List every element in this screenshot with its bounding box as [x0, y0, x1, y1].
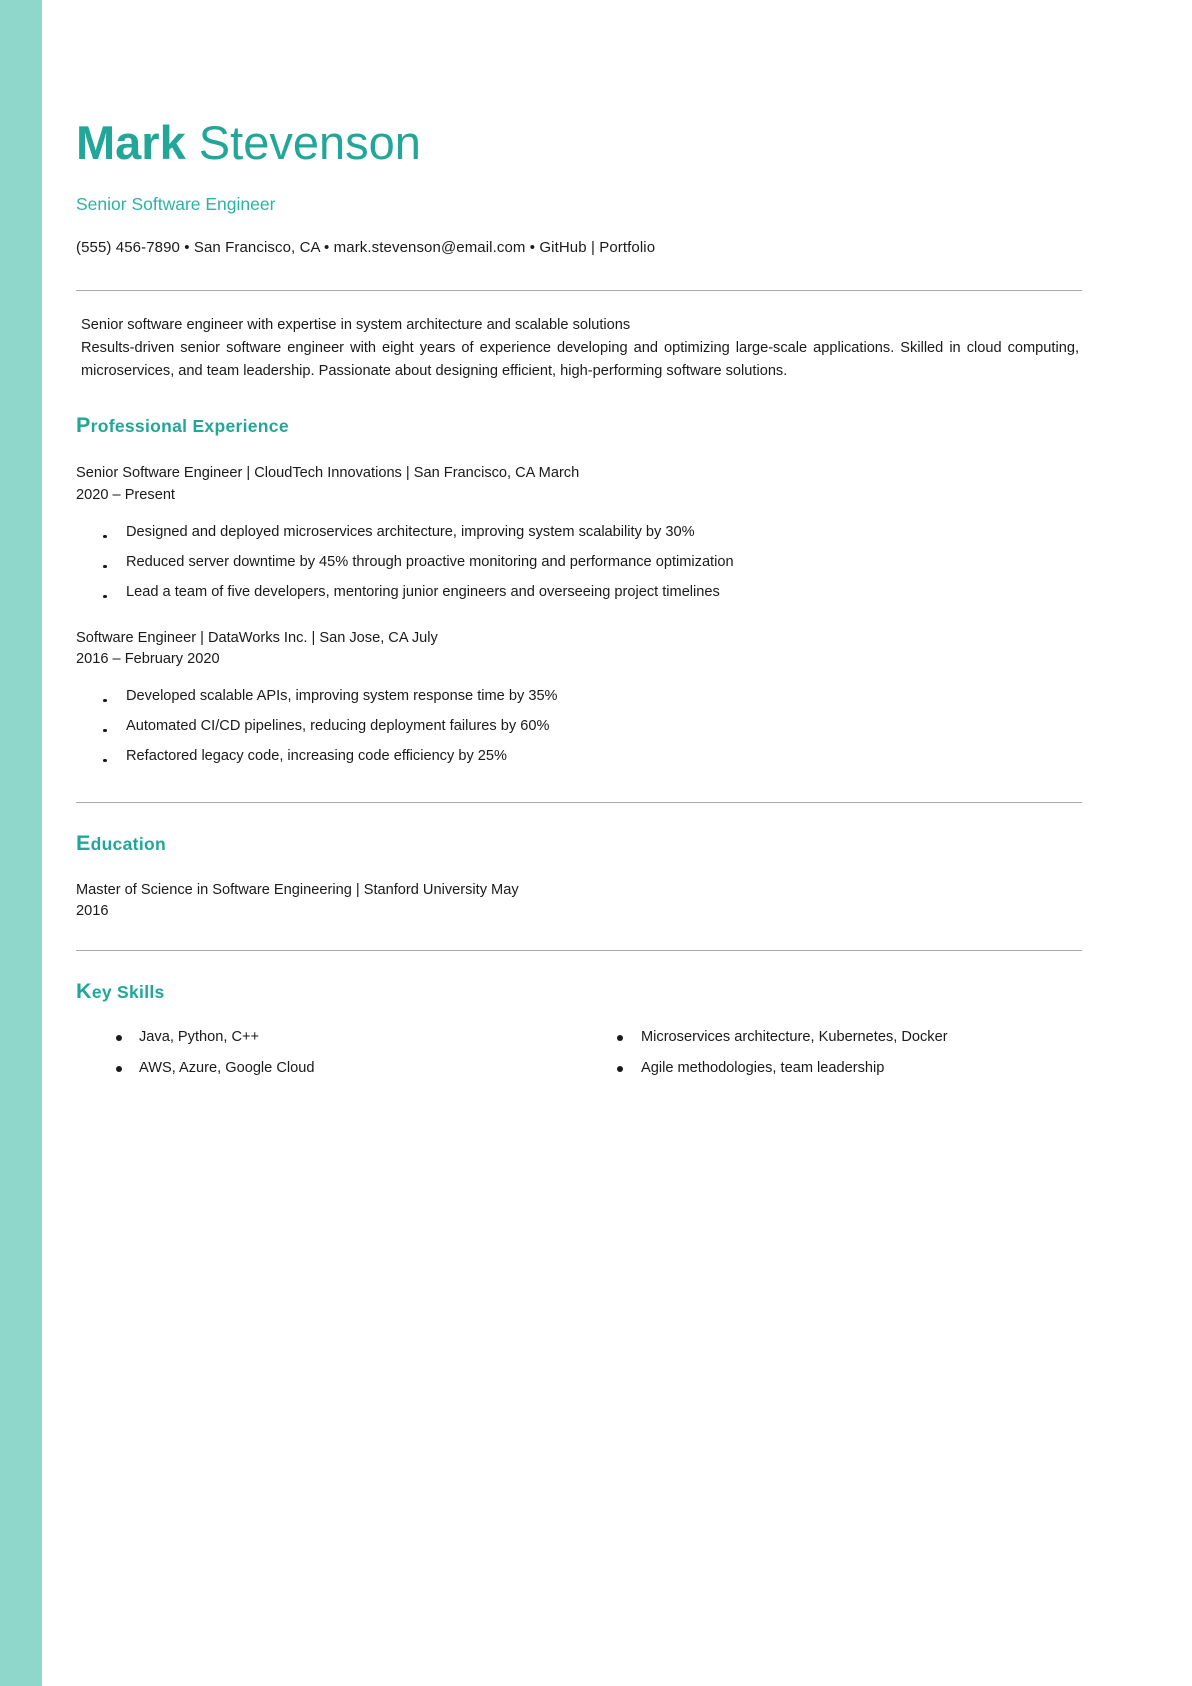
skill-item: Agile methodologies, team leadership [579, 1053, 1082, 1084]
section-heading-education-rest: ducation [90, 833, 166, 854]
section-heading-education [76, 803, 1082, 856]
experience-entry [76, 608, 1082, 772]
experience-entry [76, 438, 1082, 607]
section-heading-skills-cap: K [76, 978, 92, 1003]
resume-content [42, 0, 1192, 1686]
section-heading-experience-cap: P [76, 413, 91, 438]
contact-line: (555) 456-7890 • San Francisco, CA • mark.stevenson@email.com • GitHub | Portfolio [76, 239, 656, 257]
section-heading-experience-rest: rofessional Experience [90, 416, 289, 437]
summary-body: Results-driven senior software engineer with eight years of experience developing and optimizing large-scale applications. Skilled in cloud computing, microservices, and team leadership. Passionate about designing efficient, high-performing software solutions. [81, 340, 1079, 380]
experience-bullet-list [76, 506, 1082, 608]
skills-list-right [579, 1022, 1082, 1085]
experience-date-line: 2016 – February 2020 [76, 650, 220, 667]
skill-item: Java, Python, C++ [76, 1022, 579, 1053]
experience-bullet: Reduced server downtime by 45% through proactive monitoring and performance optimization [76, 548, 1082, 578]
summary-section [76, 291, 1082, 383]
skills-column-left [76, 1022, 579, 1085]
section-heading-skills-rest: ey Skills [91, 981, 165, 1002]
education-entry [76, 856, 1082, 922]
education-degree-line: Master of Science in Software Engineering | Stanford University May [76, 881, 519, 898]
skills-grid [76, 1004, 1082, 1085]
skill-item: AWS, Azure, Google Cloud [76, 1053, 579, 1084]
experience-bullet: Automated CI/CD pipelines, reducing deployment failures by 60% [76, 712, 1082, 742]
skill-item: Microservices architecture, Kubernetes, Docker [579, 1022, 1082, 1053]
experience-bullet: Refactored legacy code, increasing code efficiency by 25% [76, 742, 1082, 772]
section-heading-education-cap: E [76, 830, 91, 855]
education-date-line: 2016 [76, 902, 109, 919]
accent-sidebar [0, 0, 42, 1686]
experience-title-line: Senior Software Engineer | CloudTech Innovations | San Francisco, CA March [76, 465, 580, 482]
experience-title-line: Software Engineer | DataWorks Inc. | San Jose, CA July [76, 629, 438, 646]
skills-list-left [76, 1022, 579, 1085]
experience-bullet: Designed and deployed microservices architecture, improving system scalability by 30% [76, 518, 1082, 548]
experience-date-line: 2020 – Present [76, 486, 175, 503]
summary-headline: Senior software engineer with expertise in system architecture and scalable solutions [81, 317, 631, 334]
candidate-last-name: Stevenson [185, 116, 421, 169]
candidate-job-title: Senior Software Engineer [76, 194, 276, 215]
section-heading-experience [76, 383, 1082, 438]
candidate-first-name: Mark [76, 116, 186, 169]
experience-bullet: Lead a team of five developers, mentoring junior engineers and overseeing project timelines [76, 578, 1082, 608]
candidate-name [76, 0, 1082, 167]
experience-bullet: Developed scalable APIs, improving system response time by 35% [76, 682, 1082, 712]
skills-column-right [579, 1022, 1082, 1085]
experience-bullet-list [76, 670, 1082, 772]
section-heading-skills [76, 951, 1082, 1004]
